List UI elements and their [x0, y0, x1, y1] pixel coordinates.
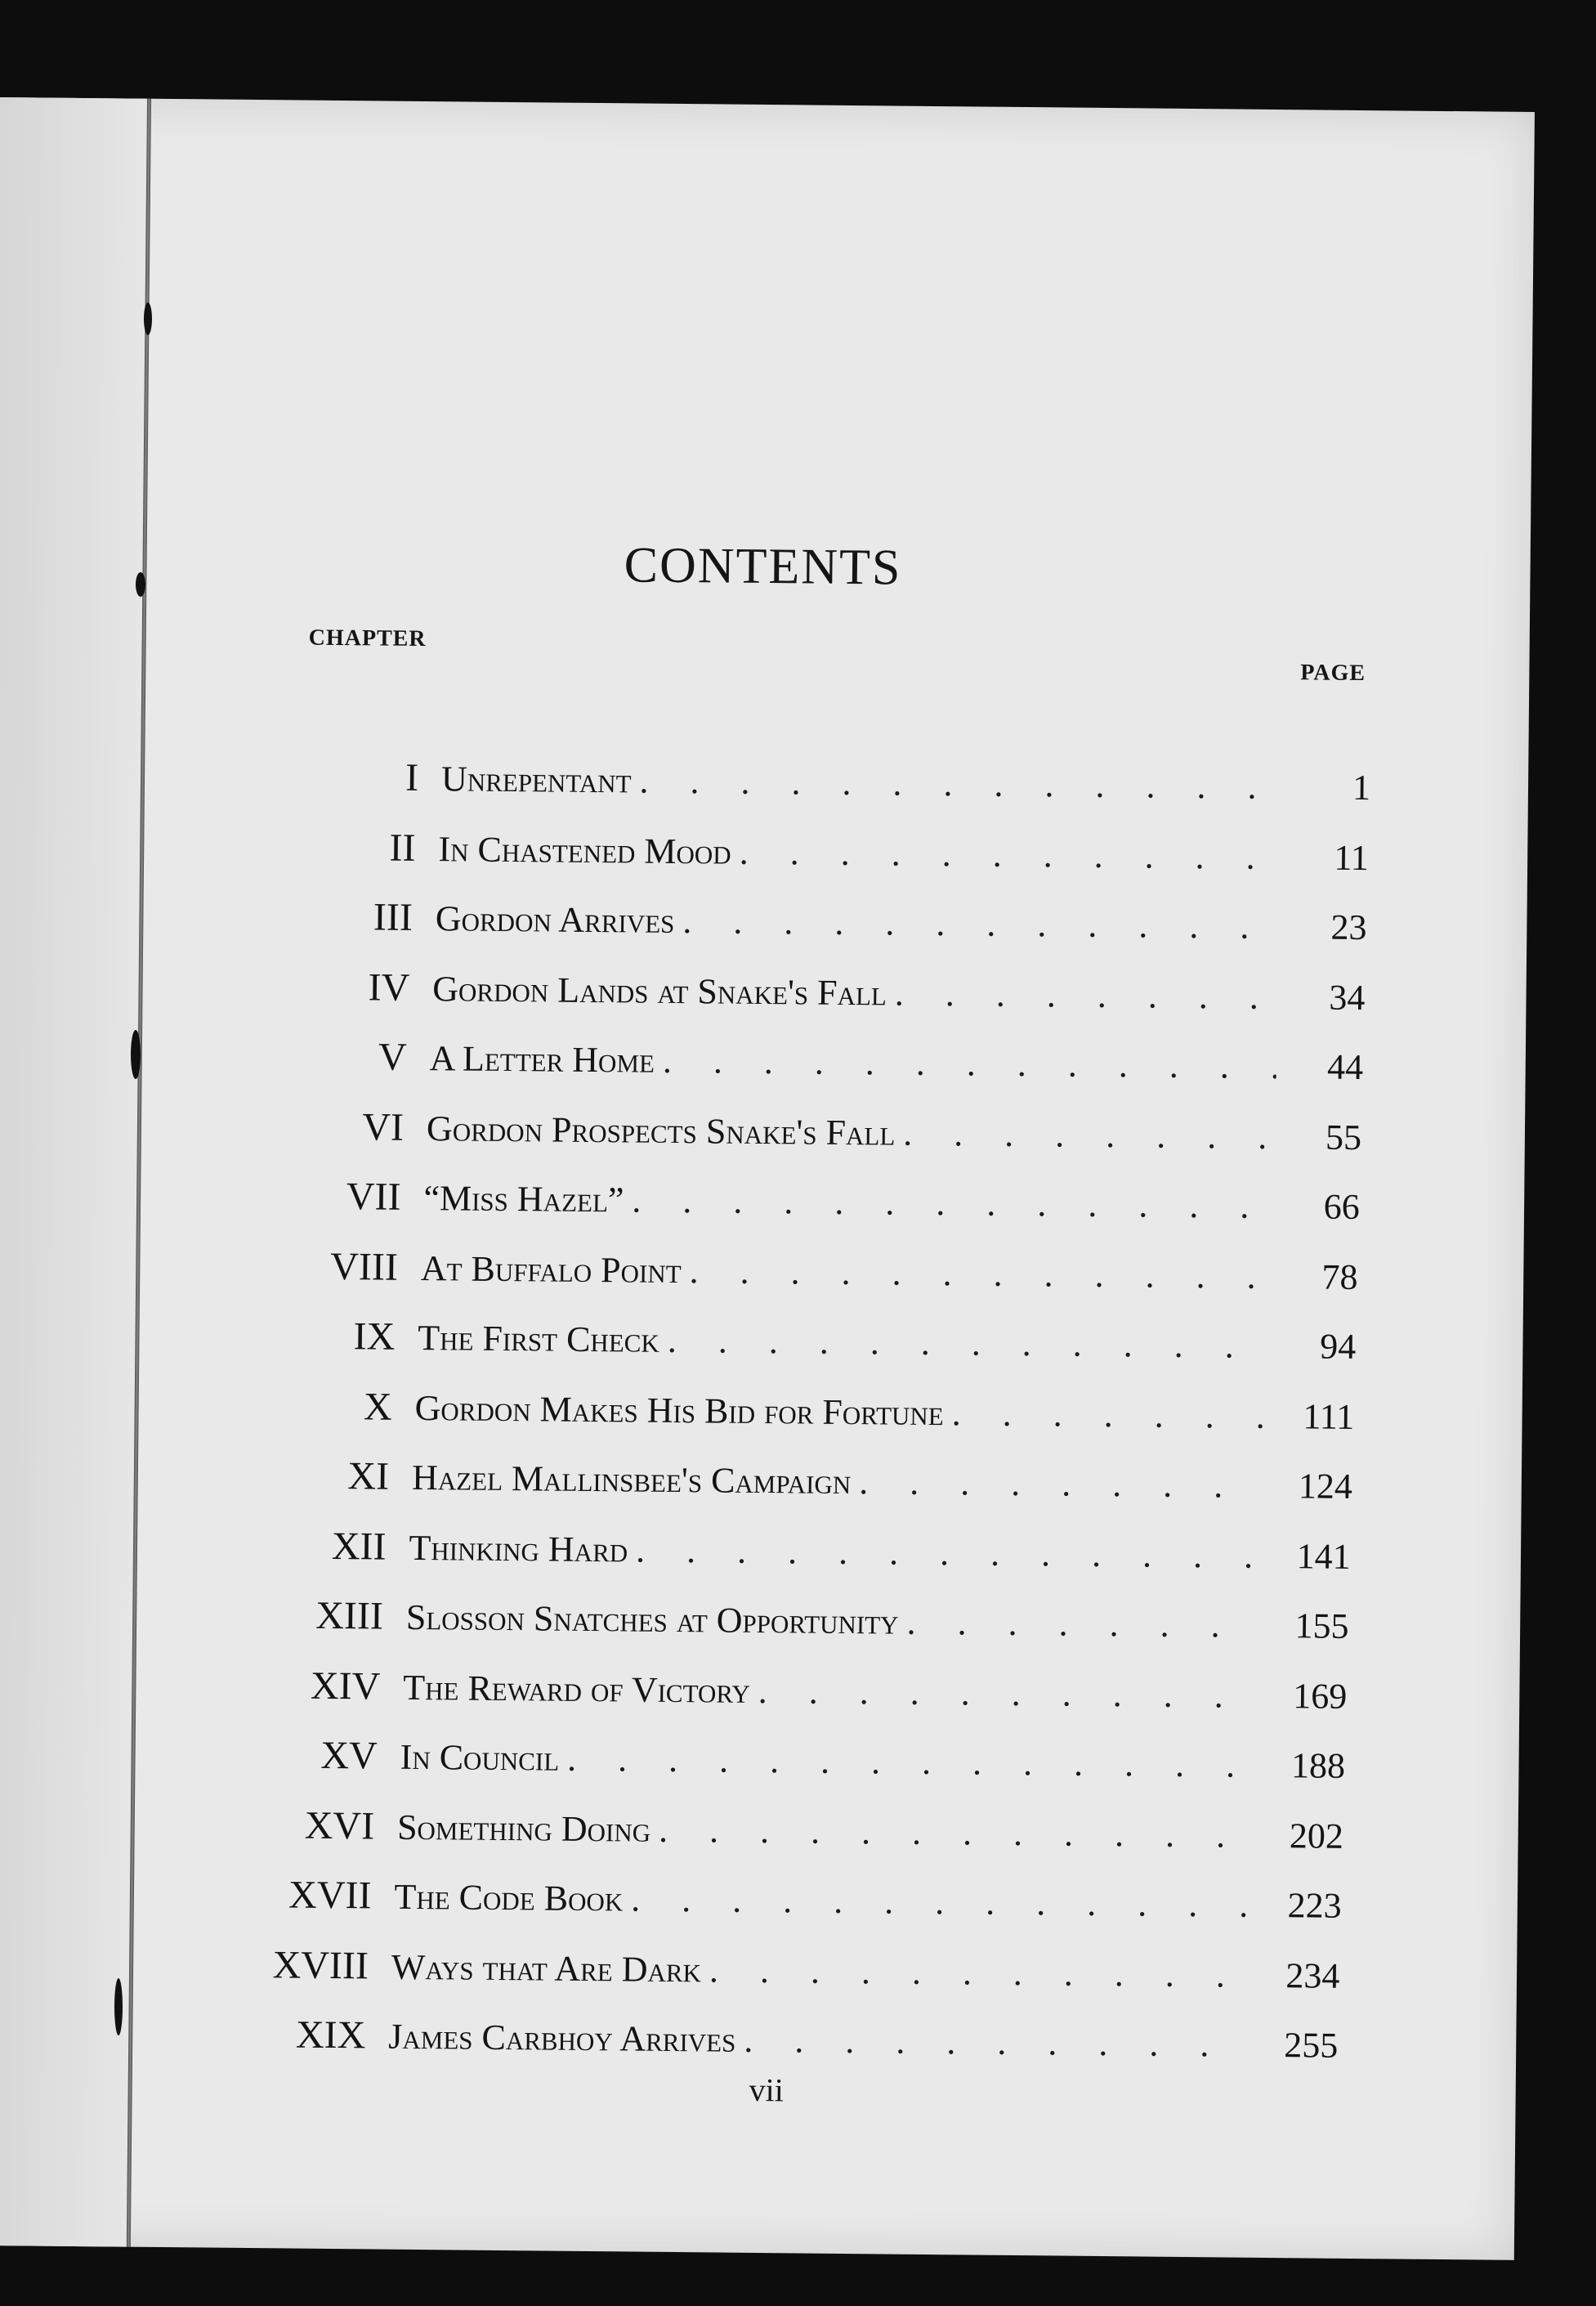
chapter-number: XV	[320, 1733, 378, 1778]
chapter-number: XI	[347, 1454, 390, 1498]
chapter-title: The Code Book	[394, 1876, 624, 1919]
page-number: 234	[1285, 1955, 1340, 1996]
chapter-title: At Buffalo Point	[420, 1247, 682, 1291]
page-number: 78	[1321, 1256, 1358, 1297]
page-number: 124	[1298, 1466, 1353, 1507]
dot-leader	[895, 972, 1279, 1018]
chapter-title: Unrepentant	[440, 759, 632, 801]
toc-entry	[268, 1592, 1348, 1660]
dot-leader	[663, 1040, 1277, 1087]
page-folio: vii	[749, 2071, 785, 2109]
dot-leader	[739, 831, 1282, 877]
chapter-title: In Council	[400, 1736, 560, 1779]
page-number: 94	[1320, 1326, 1357, 1367]
chapter-title: “Miss Hazel”	[423, 1178, 624, 1220]
chapter-number: IV	[368, 965, 410, 1010]
dot-leader	[952, 1392, 1268, 1437]
page-number: 55	[1325, 1117, 1362, 1157]
toc-entry	[257, 1872, 1342, 1940]
toc-entry	[286, 1173, 1360, 1241]
chapter-title: The First Check	[418, 1317, 660, 1360]
page-number: 223	[1287, 1885, 1342, 1926]
page-number: 141	[1296, 1535, 1351, 1577]
dot-leader	[689, 1250, 1271, 1297]
dot-leader	[903, 1112, 1275, 1157]
chapter-number: XVI	[304, 1803, 375, 1847]
page-number: 202	[1289, 1815, 1344, 1856]
toc-entry	[260, 1802, 1343, 1870]
page-number: 34	[1329, 977, 1366, 1018]
toc-entry	[301, 824, 1369, 892]
dot-leader	[668, 1319, 1270, 1367]
chapter-title: The Reward of Victory	[403, 1667, 750, 1711]
chapter-title: Gordon Makes His Bid for Fortune	[414, 1387, 944, 1433]
toc-entry	[277, 1383, 1354, 1451]
chapter-title: In Chastened Mood	[438, 828, 731, 872]
dot-leader	[639, 760, 1284, 808]
chapter-title: Slosson Snatches at Opportunity	[405, 1596, 899, 1642]
toc-entry	[304, 754, 1371, 822]
toc-entry	[280, 1313, 1357, 1381]
toc-entry	[297, 894, 1366, 962]
page-number: 188	[1290, 1745, 1346, 1786]
chapter-number: XII	[331, 1524, 387, 1569]
toc-entry	[292, 1033, 1363, 1101]
chapter-number: VIII	[330, 1244, 399, 1289]
scan-speck	[114, 1978, 123, 2035]
toc-entry	[283, 1243, 1357, 1311]
toc-entry	[295, 964, 1366, 1032]
dot-leader	[758, 1669, 1260, 1716]
dot-leader	[744, 2019, 1251, 2066]
dot-leader	[631, 1878, 1255, 1926]
contents-list	[0, 97, 1535, 2260]
chapter-title: Gordon Arrives	[435, 898, 675, 941]
dot-leader	[659, 1808, 1257, 1856]
toc-entry	[262, 1732, 1345, 1800]
toc-entry	[266, 1663, 1348, 1731]
dot-leader	[567, 1738, 1258, 1786]
toc-entry	[253, 1942, 1339, 2010]
chapter-column-label: CHAPTER	[308, 625, 427, 652]
chapter-number: III	[373, 895, 414, 939]
dot-leader	[632, 1179, 1273, 1227]
chapter-title: Hazel Mallinsbee's Campaign	[411, 1457, 852, 1502]
chapter-title: Ways that Are Dark	[391, 1946, 702, 1990]
toc-entry	[271, 1523, 1351, 1591]
dot-leader	[859, 1461, 1266, 1507]
chapter-number: XIII	[315, 1593, 384, 1638]
page-number: 155	[1294, 1605, 1349, 1646]
page-number: 11	[1334, 837, 1370, 878]
chapter-title: Thinking Hard	[409, 1527, 628, 1569]
chapter-number: XVIII	[272, 1942, 369, 1987]
chapter-number: XIX	[295, 2013, 366, 2057]
page-number: 66	[1323, 1186, 1360, 1228]
chapter-title: Something Doing	[396, 1807, 651, 1850]
chapter-title: Gordon Prospects Snake's Fall	[426, 1108, 896, 1153]
chapter-number: IX	[353, 1314, 396, 1359]
chapter-title: Gordon Lands at Snake's Fall	[432, 968, 887, 1013]
page-title: CONTENTS	[624, 537, 902, 596]
scan-speck	[131, 1030, 141, 1079]
page-number: 111	[1303, 1395, 1355, 1437]
book-page	[0, 97, 1535, 2260]
toc-entry	[251, 2012, 1339, 2080]
page-number: 1	[1352, 767, 1371, 808]
chapter-number: VI	[362, 1104, 405, 1149]
chapter-number: XVII	[288, 1873, 372, 1918]
chapter-title: James Carbhoy Arrives	[388, 2016, 736, 2060]
chapter-number: XIV	[310, 1663, 381, 1708]
dot-leader	[906, 1601, 1262, 1646]
page-number: 255	[1284, 2025, 1339, 2066]
scan-speck	[136, 572, 145, 597]
toc-entry	[275, 1453, 1352, 1520]
chapter-number: V	[378, 1035, 407, 1079]
scan-speck	[144, 302, 152, 335]
dot-leader	[682, 900, 1281, 947]
chapter-number: X	[363, 1384, 392, 1429]
chapter-title: A Letter Home	[429, 1038, 655, 1081]
page-number: 169	[1293, 1675, 1348, 1717]
page-number: 23	[1330, 907, 1367, 948]
page-number: 44	[1326, 1046, 1364, 1088]
chapter-number: II	[389, 826, 416, 870]
dot-leader	[636, 1529, 1264, 1576]
dot-leader	[709, 1949, 1254, 1995]
chapter-number: I	[405, 755, 419, 799]
toc-entry	[289, 1104, 1362, 1171]
chapter-number: VII	[346, 1175, 401, 1219]
page-column-label: PAGE	[1300, 660, 1366, 687]
